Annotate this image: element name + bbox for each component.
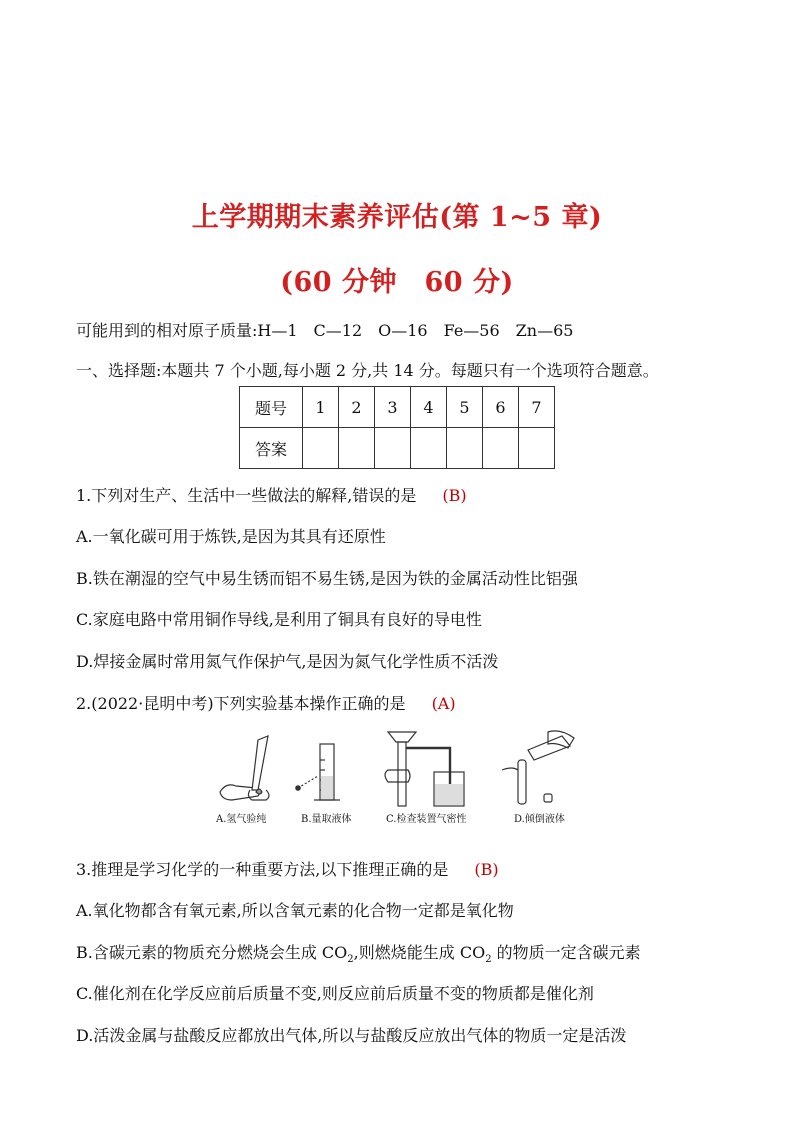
figure-a-hydrogen-test [220,736,269,800]
question-1-option-a: A.一氧化碳可用于炼铁,是因为其具有还原性 [76,527,386,546]
table-row [240,428,555,469]
question-number: 1 [303,387,339,428]
page-title: 上学期期末素养评估(第 1~5 章) [191,202,603,233]
question-1-answer: (B) [442,486,467,505]
question-3-answer: (B) [474,860,499,879]
question-1-text: 1.下列对生产、生活中一些做法的解释,错误的是 [76,486,417,505]
figure-b-measuring-liquid [296,744,340,800]
option-b-part-1: B.含碳元素的物质充分燃烧会生成 CO [76,943,348,962]
row-label-number: 题号 [240,387,303,428]
question-1-option-b: B.铁在潮湿的空气中易生锈而铝不易生锈,是因为铁的金属活动性比铝强 [76,569,578,588]
question-2-stem [76,691,456,714]
figure-d-caption: D.倾倒液体 [514,814,565,825]
row-label-answer: 答案 [240,428,303,469]
question-3-option-a: A.氧化物都含有氧元素,所以含氧元素的化合物一定都是氧化物 [76,901,514,920]
co2-subscript: 2 [485,954,492,966]
question-number: 5 [447,387,483,428]
question-2-answer: (A) [431,694,456,713]
section-heading: 一、选择题:本题共 7 个小题,每小题 2 分,共 14 分。每题只有一个选项符合题意。 [76,361,659,380]
answer-cell[interactable] [411,428,447,469]
table-row [240,387,555,428]
figure-a-caption: A.氢气验纯 [216,814,267,825]
answer-cell[interactable] [483,428,519,469]
question-1-option-d: D.焊接金属时常用氮气作保护气,是因为氮气化学性质不活泼 [76,652,499,671]
question-1-option-c: C.家庭电路中常用铜作导线,是利用了铜具有良好的导电性 [76,610,482,629]
figure-d-pouring-liquid [502,731,574,804]
answer-cell[interactable] [303,428,339,469]
question-number: 7 [519,387,555,428]
figure-c-airtightness [385,732,464,806]
question-3-option-c: C.催化剂在化学反应前后质量不变,则反应前后质量不变的物质都是催化剂 [76,984,594,1003]
figure-c-caption: C.检查装置气密性 [386,814,467,825]
answer-table [239,386,555,469]
page-subtitle: (60 分钟 60 分) [280,267,514,298]
question-number: 2 [339,387,375,428]
question-number: 6 [483,387,519,428]
question-1-stem [76,483,467,506]
question-3-text: 3.推理是学习化学的一种重要方法,以下推理正确的是 [76,860,449,879]
co2-subscript: 2 [347,954,354,966]
option-b-part-3: 的物质一定含碳元素 [491,943,641,962]
answer-cell[interactable] [339,428,375,469]
question-3-option-b [76,940,641,965]
question-3-stem [76,857,499,880]
atomic-masses: 可能用到的相对原子质量:H—1 C—12 O—16 Fe—56 Zn—65 [76,321,574,340]
option-b-part-2: ,则燃烧能生成 CO [353,943,486,962]
question-number: 3 [375,387,411,428]
answer-cell[interactable] [519,428,555,469]
answer-cell[interactable] [375,428,411,469]
question-3-option-d: D.活泼金属与盐酸反应都放出气体,所以与盐酸反应放出气体的物质一定是活泼 [76,1026,627,1045]
question-number: 4 [411,387,447,428]
figure-b-caption: B.量取液体 [301,814,352,825]
question-2-text: 2.(2022·昆明中考)下列实验基本操作正确的是 [76,694,406,713]
answer-cell[interactable] [447,428,483,469]
